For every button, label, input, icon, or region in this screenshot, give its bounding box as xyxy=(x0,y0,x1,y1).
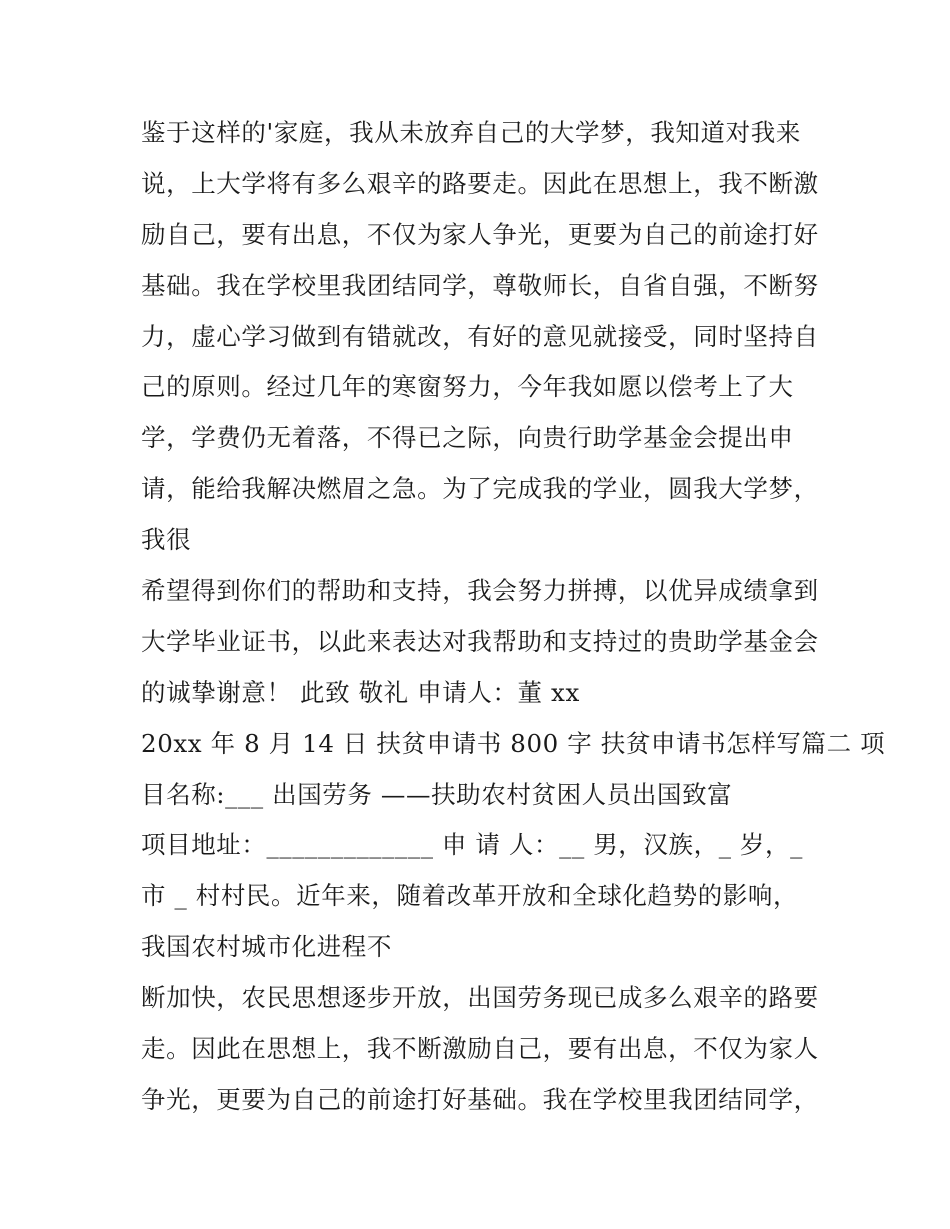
text-line: 力，虚心学习做到有错就改，有好的意见就接受，同时坚持自 xyxy=(141,321,819,351)
text-line: 市 _ 村村民。近年来，随着改革开放和全球化趋势的影响， xyxy=(141,881,799,911)
document-body xyxy=(141,108,886,1126)
text-line: 走。因此在思想上，我不断激励自己，要有出息，不仅为家人 xyxy=(141,1034,819,1064)
text-line: 我很 xyxy=(141,525,192,555)
text-line: 20xx 年 8 月 14 日 扶贫申请书 800 字 扶贫申请书怎样写篇二 项 xyxy=(141,728,886,758)
text-line: 鉴于这样的'家庭，我从未放弃自己的大学梦，我知道对我来 xyxy=(141,118,801,147)
text-line: 大学毕业证书，以此来表达对我帮助和支持过的贵助学基金会 xyxy=(141,626,819,656)
text-line: 目名称:___ 出国劳务 ——扶助农村贫困人员出国致富 xyxy=(141,779,733,809)
text-line: 希望得到你们的帮助和支持，我会努力拼搏，以优异成绩拿到 xyxy=(141,576,819,606)
text-line: 项目地址：_____________ 申 请 人：__ 男，汉族，_ 岁，_ xyxy=(141,830,803,860)
text-line: 励自己，要有出息，不仅为家人争光，更要为自己的前途打好 xyxy=(141,219,819,249)
text-line: 说，上大学将有多么艰辛的路要走。因此在思想上，我不断激 xyxy=(141,168,819,198)
text-line: 学，学费仍无着落，不得已之际，向贵行助学基金会提出申 xyxy=(141,423,794,453)
text-line: 断加快，农民思想逐步开放，出国劳务现已成多么艰辛的路要 xyxy=(141,983,819,1013)
text-line: 请，能给我解决燃眉之急。为了完成我的学业，圆我大学梦， xyxy=(141,474,819,504)
text-line: 基础。我在学校里我团结同学，尊敬师长，自省自强，不断努 xyxy=(141,270,819,300)
text-line: 的诚挚谢意！ 此致 敬礼 申请人：董 xx xyxy=(141,677,580,707)
text-line: 我国农村城市化进程不 xyxy=(141,932,392,962)
text-line: 己的原则。经过几年的寒窗努力，今年我如愿以偿考上了大 xyxy=(141,372,794,402)
text-line: 争光，更要为自己的前途打好基础。我在学校里我团结同学， xyxy=(141,1084,819,1114)
